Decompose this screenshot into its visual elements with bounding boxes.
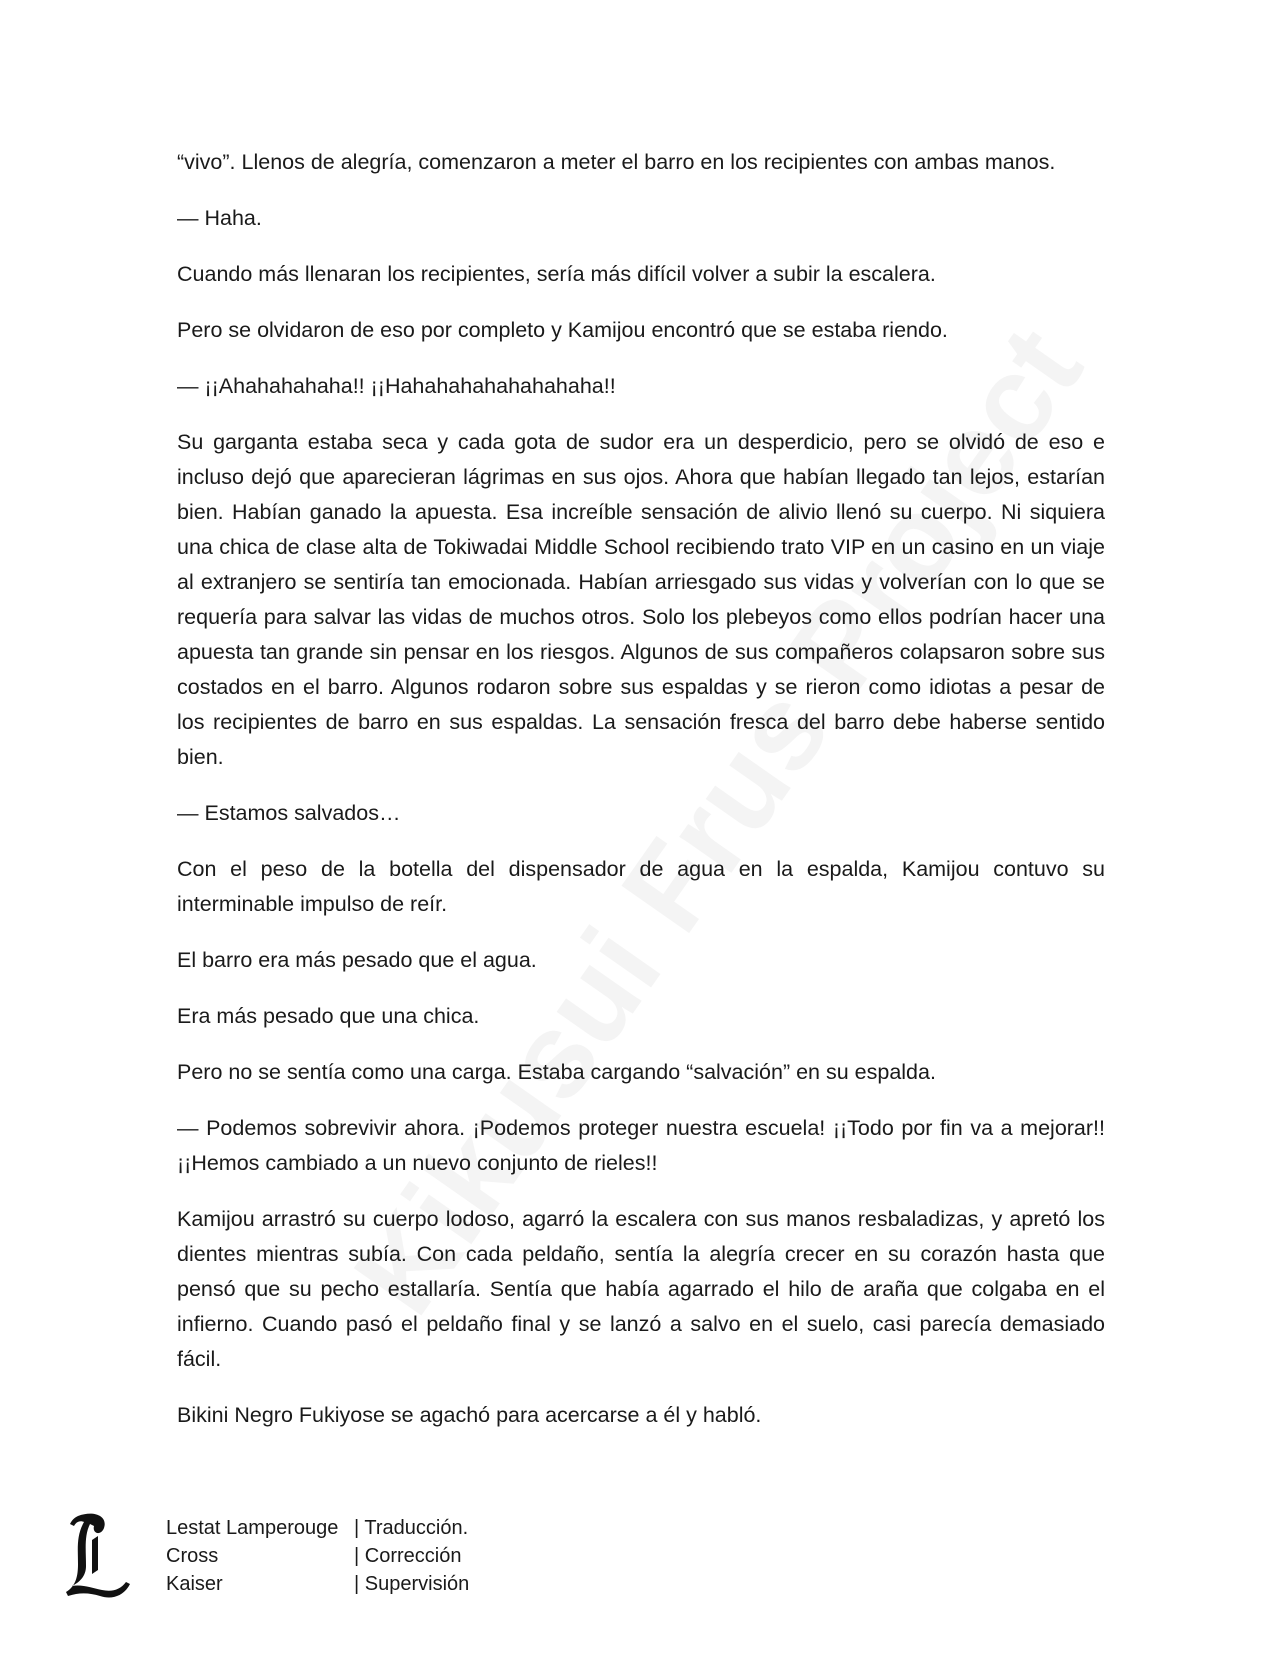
paragraph: “vivo”. Llenos de alegría, comenzaron a meter el barro en los recipientes con ambas manos. bbox=[177, 150, 1056, 174]
credit-name: Kaiser bbox=[166, 1573, 223, 1595]
paragraph: Con el peso de la botella del dispensador de agua en la espalda, Kamijou contuvo su interminable impulso de reír. bbox=[177, 857, 1105, 916]
credit-name: Lestat Lamperouge bbox=[166, 1517, 339, 1539]
footer bbox=[64, 1510, 564, 1600]
credit-role: | Supervisión bbox=[354, 1573, 470, 1595]
paragraph: Era más pesado que una chica. bbox=[177, 1004, 480, 1028]
paragraph: Pero no se sentía como una carga. Estaba cargando “salvación” en su espalda. bbox=[177, 1060, 936, 1084]
paragraph: Cuando más llenaran los recipientes, sería más difícil volver a subir la escalera. bbox=[177, 262, 936, 286]
paragraph: — Podemos sobrevivir ahora. ¡Podemos proteger nuestra escuela! ¡¡Todo por fin va a mejorar!! ¡¡Hemos cambiado a un nuevo conjunto de rieles!! bbox=[177, 1116, 1105, 1175]
credits bbox=[166, 1514, 469, 1598]
credit-row bbox=[166, 1570, 469, 1598]
paragraph: Pero se olvidaron de eso por completo y Kamijou encontró que se estaba riendo. bbox=[177, 318, 948, 342]
credit-role: | Corrección bbox=[354, 1545, 462, 1567]
paragraph: — Haha. bbox=[177, 206, 262, 230]
credit-name: Cross bbox=[166, 1545, 219, 1567]
gothic-L-logo-icon bbox=[64, 1510, 134, 1600]
paragraph: — ¡¡Ahahahahaha!! ¡¡Hahahahahahahahaha!! bbox=[177, 374, 616, 398]
paragraph: Bikini Negro Fukiyose se agachó para acercarse a él y habló. bbox=[177, 1403, 762, 1427]
credit-row bbox=[166, 1514, 469, 1542]
body-text bbox=[177, 145, 1105, 1454]
credit-role: | Traducción. bbox=[354, 1517, 469, 1539]
paragraph: — Estamos salvados… bbox=[177, 801, 401, 825]
paragraph: El barro era más pesado que el agua. bbox=[177, 948, 537, 972]
credit-row bbox=[166, 1542, 469, 1570]
paragraph: Su garganta estaba seca y cada gota de sudor era un desperdicio, pero se olvidó de eso e incluso dejó que aparecieran lágrimas en sus ojos. Ahora que habían llegado tan lejos, estarían bien. Habían ganado la apuesta. Esa increíble sensación de alivio llenó su cuerpo. Ni siquiera una chica de clase alta de Tokiwadai Middle School recibiendo trato VIP en un casino en un viaje al extranjero se sentiría tan emocionada. Habían arriesgado sus vidas y volverían con lo que se requería para salvar las vidas de muchos otros. Solo los plebeyos como ellos podrían hacer una apuesta tan grande sin pensar en los riesgos. Algunos de sus compañeros colapsaron sobre sus costados en el barro. Algunos rodaron sobre sus espaldas y se rieron como idiotas a pesar de los recipientes de barro en sus espaldas. La sensación fresca del barro debe haberse sentido bien. bbox=[177, 430, 1105, 769]
paragraph: Kamijou arrastró su cuerpo lodoso, agarró la escalera con sus manos resbaladizas, y apretó los dientes mientras subía. Con cada peldaño, sentía la alegría crecer en su corazón hasta que pensó que su pecho estallaría. Sentía que había agarrado el hilo de araña que colgaba en el infierno. Cuando pasó el peldaño final y se lanzó a salvo en el suelo, casi parecía demasiado fácil. bbox=[177, 1207, 1105, 1371]
